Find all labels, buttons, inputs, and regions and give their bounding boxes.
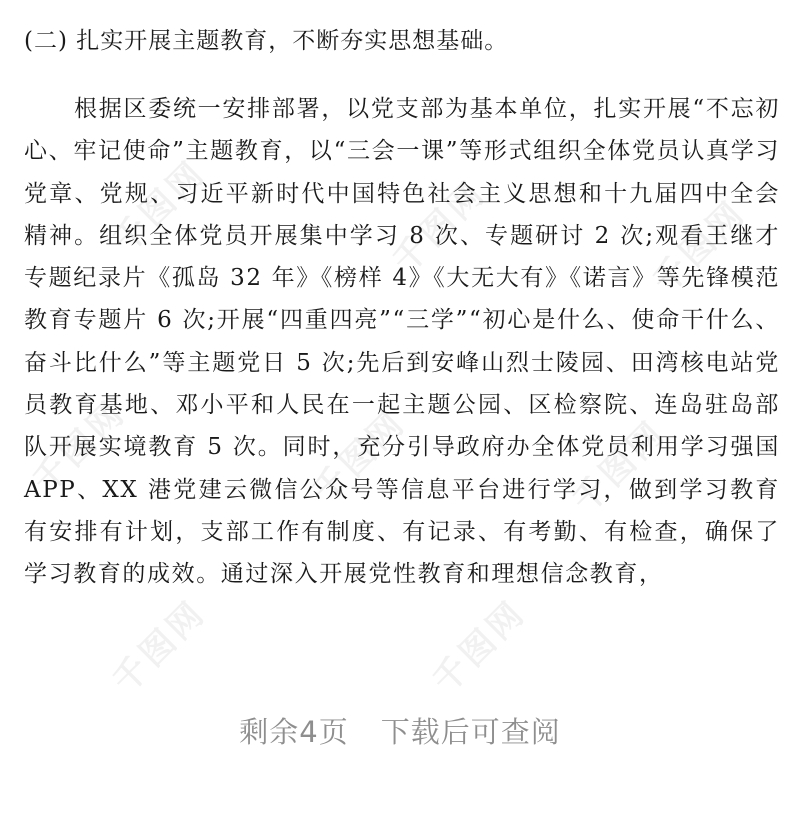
watermark: 千图网 [385, 172, 494, 282]
watermark: 千图网 [25, 392, 134, 502]
watermark: 千图网 [105, 152, 214, 262]
download-prompt[interactable] [0, 710, 800, 751]
section-heading: (二) 扎实开展主题教育，不断夯实思想基础。 [24, 28, 509, 54]
download-to-view-label: 下载后可查阅 [380, 715, 561, 749]
watermark: 千图网 [565, 412, 674, 522]
watermark: 千图网 [425, 592, 534, 702]
watermark: 千图网 [305, 402, 414, 512]
body-paragraph: 根据区委统一安排部署，以党支部为基本单位，扎实开展“不忘初心、牢记使命”主题教育，以“三会一课”等形式组织全体党员认真学习党章、党规、习近平新时代中国特色社会主义思想和十九届四中全会精神。组织全体党员开展集中学习 8 次、专题研讨 2 次;观看王继才专题纪录片《孤岛 32 年》《榜样 4》《大无大有》《诺言》等先锋模范教育专题片 6 次;开展“四重四亮”“三学”“初心是什么、使命干什么、奋斗比什么”等主题党日 5 次;先后到安峰山烈士陵园、田湾核电站党员教育基地、邓小平和人民在一起主题公园、区检察院、连岛驻岛部队开展实境教育 5 次。同时，充分引导政府办全体党员利用学习强国 APP、XX 港党建云微信公众号等信息平台进行学习，做到学习教育有安排有计划，支部工作有制度、有记录、有考勤、有检查，确保了学习教育的成效。通过深入开展党性教育和理想信念教育， [24, 96, 780, 588]
remaining-pages-label: 剩余4页 [239, 715, 349, 749]
watermark: 千图网 [105, 592, 214, 702]
watermark: 千图网 [645, 192, 754, 302]
